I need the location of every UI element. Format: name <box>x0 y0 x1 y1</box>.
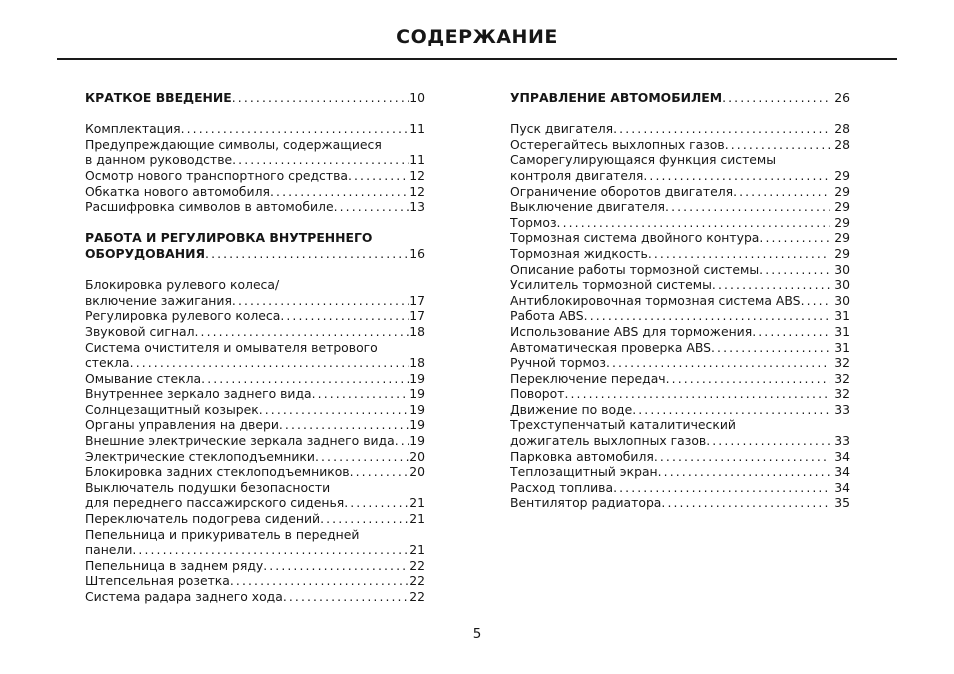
toc-entry-text: включение зажигания <box>85 292 232 308</box>
dot-leader <box>665 199 830 215</box>
toc-entry-text: контроля двигателя <box>510 167 644 183</box>
dot-leader <box>320 511 409 527</box>
toc-entry <box>510 386 850 402</box>
dot-leader <box>181 121 410 137</box>
toc-entry-text: Органы управления на двери <box>85 417 279 433</box>
toc-entry <box>85 246 425 262</box>
toc-entry <box>85 573 425 589</box>
toc-entry-page: 11 <box>409 152 425 168</box>
toc-entry-page: 22 <box>409 589 425 604</box>
dot-leader <box>643 168 830 184</box>
toc-entry-page: 31 <box>834 323 850 339</box>
dot-leader <box>661 495 830 511</box>
toc-entry <box>510 308 850 324</box>
toc-entry-page: 19 <box>409 386 425 402</box>
toc-entry-text: Вентилятор радиатора <box>510 495 662 511</box>
toc-entry <box>510 199 850 215</box>
toc-entry-page: 31 <box>834 308 850 324</box>
toc-entry <box>85 168 425 184</box>
toc-entry <box>85 433 425 449</box>
toc-entry-text: Осмотр нового транспортного средства <box>85 167 348 183</box>
toc-spacer <box>510 106 850 122</box>
toc-entry-text: Поворот <box>510 386 565 402</box>
toc-entry-page: 21 <box>409 542 425 558</box>
toc-entry-text: Ручной тормоз <box>510 355 606 371</box>
toc-entry <box>510 402 850 418</box>
toc-entry <box>510 90 850 106</box>
toc-entry <box>85 152 425 168</box>
toc-entry <box>510 449 850 465</box>
toc-entry-page: 29 <box>834 230 850 246</box>
dot-leader <box>733 184 830 200</box>
toc-entry-text: Регулировка рулевого колеса <box>85 308 281 324</box>
toc-entry-text: Тормоз <box>510 214 557 230</box>
toc-entry <box>510 324 850 340</box>
toc-entry <box>85 90 425 106</box>
page-number: 5 <box>472 626 482 642</box>
toc-section-heading: РАБОТА И РЕГУЛИРОВКА ВНУТРЕННЕГО <box>85 230 373 246</box>
toc-section-heading: КРАТКОЕ ВВЕДЕНИЕ <box>85 90 232 105</box>
dot-leader <box>263 558 409 574</box>
toc-entry <box>85 324 425 340</box>
page-title: СОДЕРЖАНИЕ <box>396 26 558 48</box>
toc-entry <box>510 340 850 356</box>
dot-leader <box>722 90 830 106</box>
toc-entry-page: 13 <box>409 199 425 215</box>
toc-entry-page: 35 <box>834 495 850 511</box>
toc-entry <box>510 215 850 231</box>
toc-entry-page: 33 <box>834 401 850 417</box>
toc-entry-page: 22 <box>409 557 425 573</box>
toc-entry-text: Автоматическая проверка ABS <box>510 339 711 355</box>
toc-entry <box>85 558 425 574</box>
toc-entry-text: Остерегайтесь выхлопных газов <box>510 136 725 152</box>
toc-entry <box>85 386 425 402</box>
toc-entry-text: Солнцезащитный козырек <box>85 401 259 417</box>
toc-spacer <box>85 262 425 278</box>
toc-entry <box>85 293 425 309</box>
dot-leader <box>334 199 410 215</box>
toc-entry-page: 12 <box>409 183 425 199</box>
toc-entry-text: Антиблокировочная тормозная система ABS <box>510 292 801 308</box>
toc-entry <box>85 417 425 433</box>
toc-entry-text: в данном руководстве <box>85 152 233 168</box>
toc-entry-text: Выключение двигателя <box>510 199 666 215</box>
toc-entry-text: Штепсельная розетка <box>85 573 230 589</box>
toc-entry-text: Усилитель тормозной системы <box>510 277 712 293</box>
toc-entry-text: Трехступенчатый каталитический <box>510 417 736 433</box>
toc-entry <box>510 262 850 278</box>
dot-leader <box>315 449 409 465</box>
dot-leader <box>312 386 410 402</box>
toc-entry-text: Блокировка рулевого колеса/ <box>85 277 280 293</box>
toc-entry-page: 34 <box>834 448 850 464</box>
toc-entry-text: Обкатка нового автомобиля <box>85 183 270 199</box>
toc-entry-page: 30 <box>834 277 850 293</box>
dot-leader <box>232 90 409 106</box>
dot-leader <box>205 246 409 262</box>
toc-entry-text: Расход топлива <box>510 479 614 495</box>
toc-entry-page: 22 <box>409 573 425 589</box>
toc-entry-text: Звуковой сигнал <box>85 323 195 339</box>
toc-entry-page: 20 <box>409 448 425 464</box>
toc-entry <box>85 402 425 418</box>
dot-leader <box>606 355 830 371</box>
toc-columns <box>0 60 954 605</box>
toc-spacer <box>85 215 425 231</box>
dot-leader <box>752 324 830 340</box>
toc-entry-page: 19 <box>409 433 425 449</box>
toc-entry-page: 29 <box>834 199 850 215</box>
toc-entry-text: Электрические стеклоподъемники <box>85 448 315 464</box>
dot-leader <box>759 230 830 246</box>
toc-entry <box>510 230 850 246</box>
dot-leader <box>658 464 831 480</box>
toc-entry-text: панели <box>85 542 133 558</box>
toc-entry <box>510 371 850 387</box>
toc-entry-text: дожигатель выхлопных газов <box>510 433 707 449</box>
toc-column-left <box>85 90 425 605</box>
toc-column-right <box>510 90 850 605</box>
toc-entry <box>85 449 425 465</box>
dot-leader <box>712 277 830 293</box>
dot-leader <box>201 371 409 387</box>
dot-leader <box>564 386 830 402</box>
toc-entry-page: 19 <box>409 417 425 433</box>
toc-entry <box>85 277 425 293</box>
toc-entry-text: Парковка автомобиля <box>510 448 654 464</box>
toc-entry <box>85 542 425 558</box>
dot-leader <box>344 495 409 511</box>
toc-entry <box>510 417 850 433</box>
toc-entry-page: 17 <box>409 308 425 324</box>
toc-entry-text: Использование ABS для торможения <box>510 323 753 339</box>
toc-entry <box>85 308 425 324</box>
toc-entry-page: 34 <box>834 479 850 495</box>
toc-entry-text: Система очистителя и омывателя ветрового <box>85 339 378 355</box>
toc-entry <box>85 527 425 543</box>
toc-entry <box>510 433 850 449</box>
toc-entry-text: Работа ABS <box>510 308 584 324</box>
dot-leader <box>801 293 831 309</box>
dot-leader <box>557 215 831 231</box>
dot-leader <box>195 324 410 340</box>
toc-entry <box>85 355 425 371</box>
toc-entry <box>85 340 425 356</box>
toc-entry-text: Теплозащитный экран <box>510 464 658 480</box>
dot-leader <box>259 402 410 418</box>
toc-entry-page: 28 <box>834 121 850 137</box>
toc-entry-text: Тормозная жидкость <box>510 245 648 261</box>
toc-entry-text: Пепельница в заднем ряду <box>85 557 264 573</box>
toc-entry <box>85 199 425 215</box>
toc-entry-page: 29 <box>834 183 850 199</box>
toc-entry <box>510 246 850 262</box>
toc-entry <box>510 293 850 309</box>
toc-entry-text: Омывание стекла <box>85 370 202 386</box>
toc-entry <box>85 230 425 246</box>
toc-entry-page: 29 <box>834 167 850 183</box>
toc-section-heading: УПРАВЛЕНИЕ АВТОМОБИЛЕМ <box>510 90 723 105</box>
toc-section-heading: ОБОРУДОВАНИЯ <box>85 245 206 261</box>
toc-entry-text: Переключение передач <box>510 370 666 386</box>
toc-entry-page: 32 <box>834 386 850 402</box>
toc-entry <box>85 137 425 153</box>
toc-entry <box>85 511 425 527</box>
dot-leader <box>395 433 410 449</box>
toc-entry-page: 21 <box>409 511 425 527</box>
toc-entry-text: Пуск двигателя <box>510 121 614 137</box>
dot-leader <box>648 246 830 262</box>
toc-entry-text: Переключатель подогрева сидений <box>85 511 321 527</box>
toc-entry-page: 12 <box>409 167 425 183</box>
toc-entry-text: Движение по воде <box>510 401 633 417</box>
dot-leader <box>759 262 830 278</box>
dot-leader <box>132 542 409 558</box>
dot-leader <box>270 184 409 200</box>
dot-leader <box>230 573 409 589</box>
dot-leader <box>632 402 830 418</box>
dot-leader <box>613 480 830 496</box>
toc-entry-page: 30 <box>834 261 850 277</box>
toc-entry-page: 19 <box>409 401 425 417</box>
toc-entry-page: 26 <box>834 90 850 105</box>
toc-entry-text: Выключатель подушки безопасности <box>85 479 331 495</box>
toc-entry-text: Система радара заднего хода <box>85 589 283 604</box>
dot-leader <box>725 137 831 153</box>
toc-entry-page: 16 <box>409 245 425 261</box>
toc-entry-text: Саморегулирующаяся функция системы <box>510 152 777 168</box>
dot-leader <box>348 168 409 184</box>
toc-entry-text: Внешние электрические зеркала заднего вида <box>85 433 395 449</box>
toc-entry-text: Комплектация <box>85 121 181 137</box>
toc-entry-page: 32 <box>834 370 850 386</box>
dot-leader <box>706 433 830 449</box>
toc-entry-page: 11 <box>409 121 425 137</box>
toc-entry-page: 21 <box>409 495 425 511</box>
toc-entry <box>510 464 850 480</box>
toc-entry-page: 31 <box>834 339 850 355</box>
toc-entry-page: 20 <box>409 464 425 480</box>
toc-entry-page: 28 <box>834 136 850 152</box>
dot-leader <box>232 293 409 309</box>
toc-entry-page: 32 <box>834 355 850 371</box>
toc-entry-page: 19 <box>409 370 425 386</box>
dot-leader <box>232 152 409 168</box>
toc-entry <box>510 355 850 371</box>
toc-entry <box>510 480 850 496</box>
toc-entry <box>510 495 850 511</box>
toc-entry <box>510 152 850 168</box>
toc-entry-page: 17 <box>409 292 425 308</box>
toc-entry-page: 29 <box>834 245 850 261</box>
dot-leader <box>613 121 830 137</box>
toc-entry <box>510 168 850 184</box>
toc-entry <box>85 589 425 605</box>
toc-spacer <box>85 106 425 122</box>
toc-entry <box>85 464 425 480</box>
toc-entry-text: Блокировка задних стеклоподъемников <box>85 464 350 480</box>
toc-entry-text: Тормозная система двойного контура <box>510 230 760 246</box>
toc-entry <box>85 371 425 387</box>
toc-entry <box>85 480 425 496</box>
toc-entry-page: 18 <box>409 355 425 371</box>
dot-leader <box>280 308 409 324</box>
toc-entry-text: Предупреждающие символы, содержащиеся <box>85 136 382 152</box>
toc-entry <box>510 121 850 137</box>
toc-entry-page: 33 <box>834 433 850 449</box>
toc-entry-page: 10 <box>409 90 425 105</box>
dot-leader <box>279 417 409 433</box>
dot-leader <box>130 355 410 371</box>
dot-leader <box>283 589 409 605</box>
dot-leader <box>666 371 831 387</box>
dot-leader <box>654 449 830 465</box>
toc-entry-page: 30 <box>834 292 850 308</box>
dot-leader <box>584 308 831 324</box>
toc-entry <box>85 184 425 200</box>
toc-entry-text: стекла <box>85 355 130 371</box>
toc-entry-text: Пепельница и прикуриватель в передней <box>85 526 360 542</box>
toc-entry-text: Внутреннее зеркало заднего вида <box>85 386 312 402</box>
toc-entry-page: 18 <box>409 323 425 339</box>
toc-entry-page: 34 <box>834 464 850 480</box>
toc-entry-text: Описание работы тормозной системы <box>510 261 760 277</box>
toc-entry <box>510 137 850 153</box>
toc-entry <box>85 495 425 511</box>
toc-entry-text: Ограничение оборотов двигателя <box>510 183 734 199</box>
toc-entry-page: 29 <box>834 214 850 230</box>
dot-leader <box>350 464 410 480</box>
dot-leader <box>711 340 830 356</box>
toc-entry <box>85 121 425 137</box>
toc-entry <box>510 277 850 293</box>
toc-entry <box>510 184 850 200</box>
toc-entry-text: Расшифровка символов в автомобиле <box>85 199 334 215</box>
toc-entry-text: для переднего пассажирского сиденья <box>85 495 345 511</box>
